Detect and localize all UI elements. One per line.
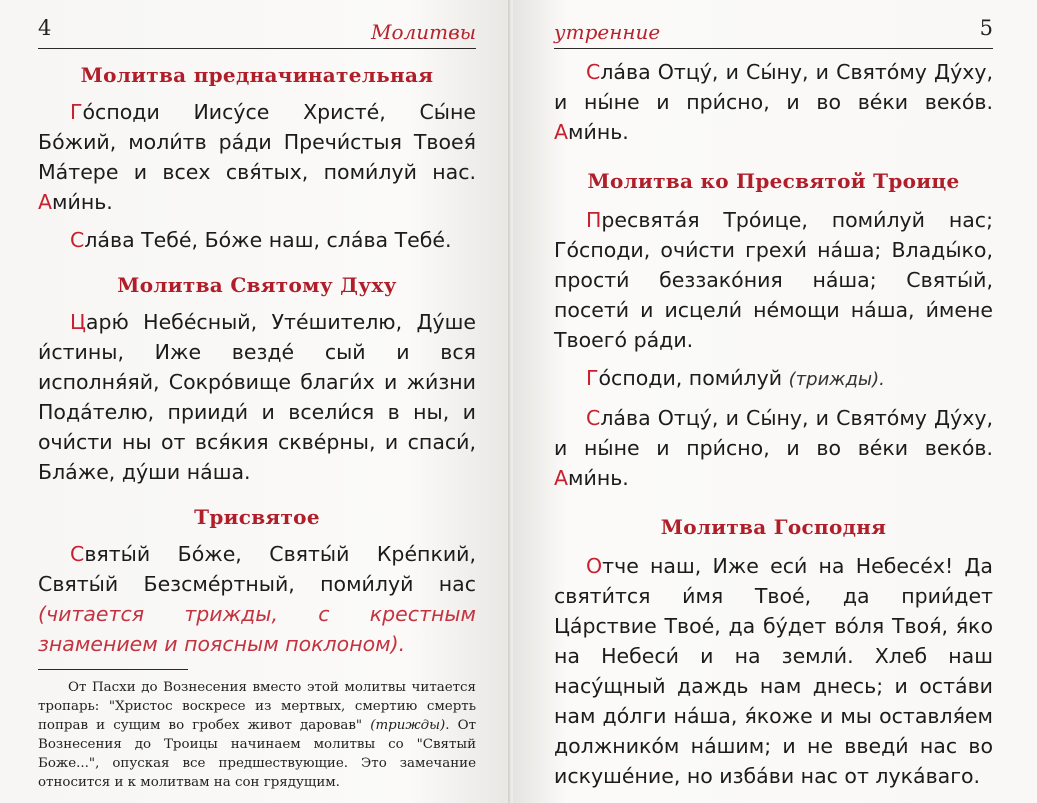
red-initial: Г xyxy=(586,366,599,390)
page-number: 5 xyxy=(979,16,993,40)
prayer-paragraph: Царю́ Небе́сный, Уте́шителю, Ду́ше и́стины, Иже везде́ сый и вся исполня́яй, Сокро́вище благи́х и жи́зни Пода́телю, прииди́ и всели́ся в ны, и очи́сти ны от вся́кия скве́рны, и спаси́, Бла́же, ду́ши на́ша. xyxy=(38,310,476,484)
section-title: Молитва предначинательная xyxy=(80,63,434,87)
left-page xyxy=(0,0,510,803)
prayer-paragraph: Го́споди Иису́се Христе́, Сы́не Бо́жий, моли́тв ра́ди Пречи́стыя Твоея́ Ма́тере и всех свя́тых, поми́луй нас. Ами́нь. xyxy=(38,100,476,214)
right-page xyxy=(514,0,1037,803)
left-page-header xyxy=(38,0,476,49)
amen-initial: А xyxy=(38,190,53,214)
section-title: Молитва Святому Духу xyxy=(117,273,397,297)
red-initial: О xyxy=(586,554,603,578)
footnote: От Пасхи до Вознесения вместо этой молитвы читается тропарь: "Христос воскресе из мертвых, смертию смерть поправ и сущим во гробех живот даровав" (трижды). От Вознесения до Троицы начинаем молитвы со "Святый Боже...", опуская все предшествующие. Это замечание относится и к молитвам на сон грядущим. xyxy=(38,680,477,790)
red-initial: С xyxy=(70,228,85,252)
red-initial: П xyxy=(586,208,602,232)
prayer-paragraph: Пресвята́я Тро́ице, поми́луй нас; Го́споди, очи́сти грехи́ на́ша; Влады́ко, прости́ беззако́ния на́ша; Святы́й, посети́ и исцели́ не́мощи на́ша, и́мене Твоего́ ра́ди. xyxy=(554,208,993,352)
right-page-header xyxy=(554,0,993,49)
prayer-paragraph: Го́споди, поми́луй (трижды). xyxy=(586,366,885,390)
running-head: Молитвы xyxy=(370,20,476,44)
red-initial: Г xyxy=(70,100,83,124)
prayer-paragraph: Отче наш, Иже еси́ на Небесе́х! Да святи́тся и́мя Твое́, да прии́дет Ца́рствие Твое́, да бу́дет во́ля Твоя́, я́ко на Небеси́ и на земли́. Хлеб наш насу́щный даждь нам днесь; и оста́ви нам до́лги на́ша, я́коже и мы оставля́ем должнико́м на́шим; и не введи́ нас во искуше́ние, но изба́ви нас от лука́ваго. xyxy=(554,554,993,788)
red-initial: С xyxy=(586,406,601,430)
red-initial: С xyxy=(70,542,85,566)
rubric-note: (читается трижды, с крестным знамением и поясным поклоном). xyxy=(38,602,476,656)
red-initial: С xyxy=(586,60,601,84)
section-title: Молитва ко Пресвятой Троице xyxy=(587,169,960,193)
prayer-paragraph: Святы́й Бо́же, Святы́й Кре́пкий, Святы́й Безсме́ртный, поми́луй нас (читается трижды, с крестным знамением и поясным поклоном). xyxy=(38,542,476,656)
amen-initial: А xyxy=(554,120,569,144)
rubric-note: (трижды). xyxy=(788,369,885,390)
section-title: Трисвятое xyxy=(194,505,320,529)
red-initial: Ц xyxy=(70,310,86,334)
running-head: утренние xyxy=(554,20,661,44)
amen-initial: А xyxy=(554,466,569,490)
page-number: 4 xyxy=(38,16,52,40)
footnote-rule xyxy=(38,669,188,670)
section-title: Молитва Господня xyxy=(660,515,887,539)
prayer-paragraph: Сла́ва Отцу́, и Сы́ну, и Свято́му Ду́ху, и ны́не и при́сно, и во ве́ки веко́в. Ами́нь. xyxy=(554,60,993,144)
prayer-paragraph: Сла́ва Отцу́, и Сы́ну, и Свято́му Ду́ху, и ны́не и при́сно, и во ве́ки веко́в. Ами́нь. xyxy=(554,406,993,490)
prayer-paragraph: Сла́ва Тебе́, Бо́же наш, сла́ва Тебе́. xyxy=(70,228,452,252)
